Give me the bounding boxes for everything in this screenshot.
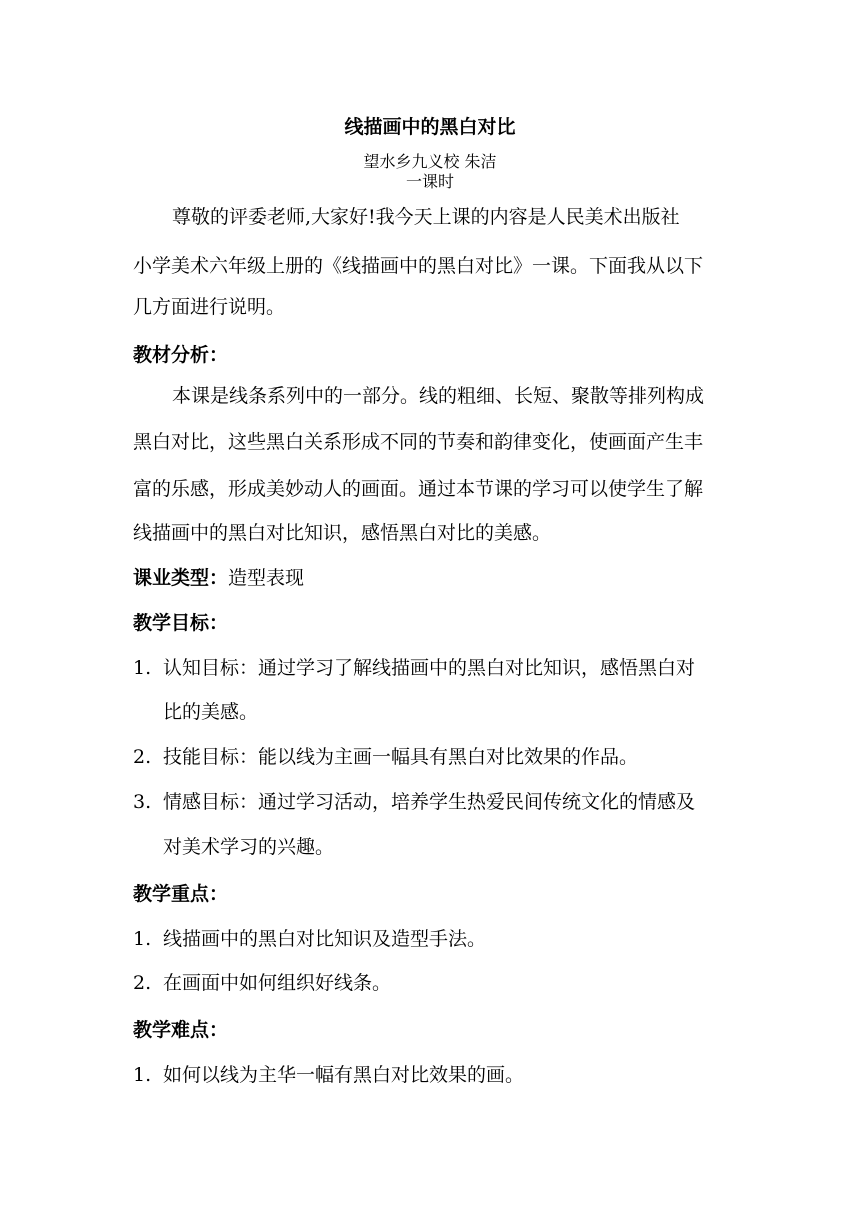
list-number: 1.	[133, 928, 152, 950]
list-text: 在画面中如何组织好线条。	[163, 972, 392, 994]
list-item	[133, 745, 638, 769]
section-heading-type: 课业类型：	[133, 567, 229, 589]
intro-line-3: 几方面进行说明。	[133, 296, 286, 318]
list-text: 技能目标：能以线为主画一幅具有黑白对比效果的作品。	[163, 746, 639, 768]
analysis-line-2: 黑白对比，这些黑白关系形成不同的节奏和韵律变化，使画面产生丰	[133, 431, 704, 453]
author-line: 望水乡九义校 朱洁	[363, 152, 497, 171]
list-item	[133, 656, 695, 680]
analysis-line-3: 富的乐感，形成美妙动人的画面。通过本节课的学习可以使学生了解	[133, 478, 704, 500]
list-item	[133, 971, 391, 995]
period-line: 一课时	[405, 172, 454, 191]
section-heading-goals: 教学目标：	[133, 612, 229, 634]
list-text: 认知目标：通过学习了解线描画中的黑白对比知识，感悟黑白对	[163, 657, 696, 679]
type-value: 造型表现	[228, 567, 305, 589]
type-line	[133, 566, 304, 590]
analysis-line-4: 线描画中的黑白对比知识，感悟黑白对比的美感。	[133, 522, 552, 544]
section-heading-key-points: 教学重点：	[133, 883, 229, 905]
section-heading-analysis: 教材分析：	[133, 344, 229, 366]
list-number: 3.	[133, 791, 152, 813]
list-item	[133, 927, 486, 951]
intro-line-1: 尊敬的评委老师,大家好!我今天上课的内容是人民美术出版社	[172, 206, 680, 228]
list-item	[133, 1063, 524, 1087]
document-title: 线描画中的黑白对比	[344, 116, 516, 138]
list-item-continuation: 对美术学习的兴趣。	[163, 836, 335, 858]
list-text: 情感目标：通过学习活动，培养学生热爱民间传统文化的情感及	[163, 791, 696, 813]
list-item-continuation: 比的美感。	[163, 701, 259, 723]
list-number: 1.	[133, 1064, 152, 1086]
list-text: 线描画中的黑白对比知识及造型手法。	[163, 928, 487, 950]
list-number: 2.	[133, 972, 152, 994]
list-number: 2.	[133, 746, 152, 768]
list-item	[133, 790, 695, 814]
section-heading-difficulties: 教学难点：	[133, 1019, 229, 1041]
list-number: 1.	[133, 657, 152, 679]
list-text: 如何以线为主华一幅有黑白对比效果的画。	[163, 1064, 525, 1086]
analysis-line-1: 本课是线条系列中的一部分。线的粗细、长短、聚散等排列构成	[172, 385, 705, 407]
intro-line-2: 小学美术六年级上册的《线描画中的黑白对比》一课。下面我从以下	[133, 255, 704, 277]
